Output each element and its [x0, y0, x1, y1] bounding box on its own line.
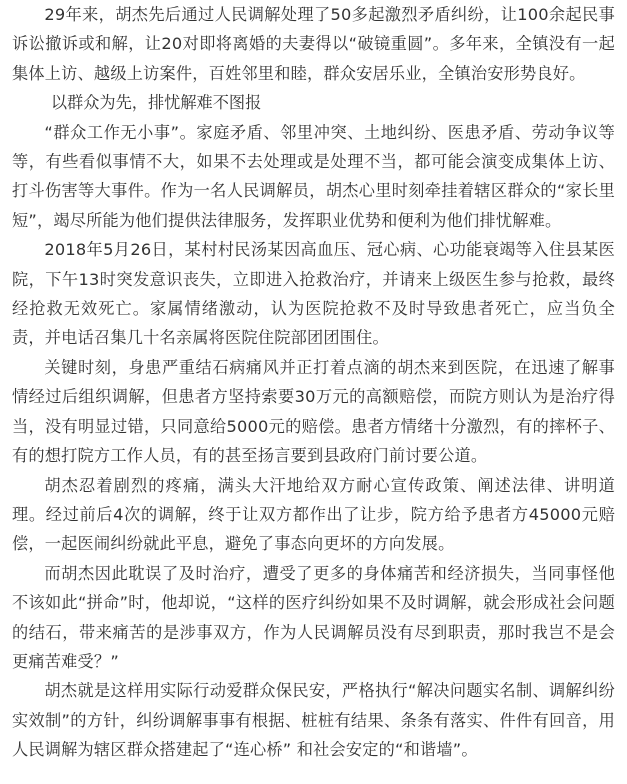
paragraph-mediation-outcome: 胡杰忍着剧烈的疼痛，满头大汗地给双方耐心宣传政策、阐述法律、讲明道理。经过前后4次的调解，终于让双方都作出了让步，院方给予患者方45000元赔偿，一起医闹纠纷就此平息，避免了事态向更坏的方向发展。: [12, 475, 615, 554]
paragraph-mediation-record: 29年来，胡杰先后通过人民调解处理了50多起激烈矛盾纠纷，让100余起民事诉讼撤诉或和解，让20对即将离婚的夫妻得以“破镜重圆”。多年来，全镇没有一起集体上访、越级上访案件，百姓邻里和睦，群众安居乐业，全镇治安形势良好。: [12, 5, 615, 83]
paragraph-conclusion: 胡杰就是这样用实际行动爱群众保民安，严格执行“解决问题实名制、调解纠纷实效制”的方针，纠纷调解事事有根据、桩桩有结果、条条有落实、件件有回音，用人民调解为辖区群众搭建起了“连心桥” 和社会安定的“和谐墙”。: [12, 681, 615, 760]
paragraph-no-small-matters: “群众工作无小事”。家庭矛盾、邻里冲突、土地纠纷、医患矛盾、劳动争议等等，有些看似事情不大，如果不去处理或是处理不当，都可能会演变成集体上访、打斗伤害等大事件。作为一名人民调解员，胡杰心里时刻牵挂着辖区群众的“家长里短”，竭尽所能为他们提供法律服务，发挥职业优势和便利为他们排忧解难。: [12, 122, 615, 230]
paragraph-personal-cost: 而胡杰因此耽误了及时治疗，遭受了更多的身体痛苦和经济损失，当同事怪他不该如此“拼命”时，他却说，“这样的医疗纠纷如果不及时调解，就会形成社会问题的结石，带来痛苦的是涉事双方，作为人民调解员没有尽到职责，那时我岂不是会更痛苦难受？”: [12, 563, 615, 671]
paragraph-critical-moment: 关键时刻，身患严重结石病痛风并正打着点滴的胡杰来到医院，在迅速了解事情经过后组织调解，但患者方坚持索要30万元的高额赔偿，而院方则认为是治疗得当，没有明显过错，只同意给5000元的赔偿。患者方情绪十分激烈，有的摔杯子、有的想打院方工作人员，有的甚至扬言要到县政府门前讨要公道。: [12, 357, 615, 466]
section-heading: 以群众为先，排忧解难不图报: [50, 93, 262, 113]
paragraph-hospital-incident: 2018年5月26日，某村村民汤某因高血压、冠心病、心功能衰竭等入住县某医院，下午13时突发意识丧失，立即进入抢救治疗，并请来上级医生参与抢救，最终经抢救无效死亡。家属情绪激动，认为医院抢救不及时导致患者死亡，应当负全责，并电话召集几十名亲属将医院住院部团团围住。: [12, 240, 615, 348]
